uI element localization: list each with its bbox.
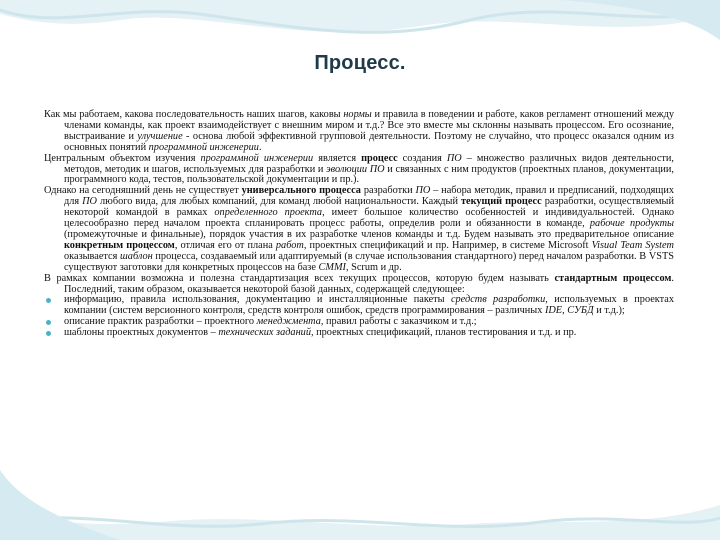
text-run: любого вида, для любых компаний, для команд любой национальности. Каждый (97, 196, 461, 208)
bold-text: универсального процесса (241, 185, 361, 197)
italic-text: ПО (446, 152, 462, 164)
paragraph (44, 274, 674, 296)
text-run: (промежуточные и финальные), порядок участия в их разработке членов команды и т.д. Будем называть это предварительное описание (64, 228, 674, 240)
italic-text: ПО (415, 185, 431, 197)
text-run: является (313, 152, 362, 164)
list-item-text (64, 294, 674, 316)
text-run: , правил работы с заказчиком и т.д.; (320, 316, 477, 328)
text-run: , Scrum и др. (345, 261, 402, 273)
text-run: Однако на сегодняшний день не существует (44, 185, 242, 197)
italic-text: рабочие продукты (589, 218, 674, 230)
italic-text: IDE (544, 305, 563, 317)
text-run: оказывается (64, 250, 121, 262)
text-run: В рамках компании возможна и полезна стандартизация всех текущих процессов, которую будем называть (44, 272, 555, 284)
text-run: Как мы работаем, какова последовательность наших шагов, каковы (44, 109, 344, 120)
italic-text: определенного проекта (214, 207, 323, 219)
text-run: создания (397, 152, 447, 164)
bold-text: конкретным процессом (64, 239, 175, 251)
bottom-left-wave (0, 470, 120, 540)
italic-text: нормы (343, 109, 372, 120)
text-run: . (258, 141, 262, 153)
text-run: , (562, 305, 568, 317)
italic-text: средств разработки (450, 294, 546, 306)
top-wave-line (0, 10, 720, 32)
text-run: , имеет большое количество особенностей и индивидуальностей. Однако целесообразно перед началом проекта спланировать процесс работы, определив роли и обязанности в команде, (64, 207, 674, 230)
top-wave-shape (0, 0, 720, 32)
slide-body (44, 110, 674, 339)
top-right-wave (560, 0, 720, 40)
italic-text: ПО (82, 196, 97, 208)
paragraph (44, 186, 674, 273)
italic-text: менеджмента (256, 316, 321, 328)
text-run: разработки (360, 185, 416, 197)
text-run: Центральным объектом изучения (44, 152, 201, 164)
list-item-text (64, 327, 576, 338)
italic-text: технических заданий (218, 327, 311, 339)
bold-text: процесс (361, 152, 398, 164)
bullet-icon (46, 331, 51, 336)
text-run: и правила в поведении и работе, каков регламент отношений между членами команды, как проект взаимодействует с внешним миром и т.д.? Все это вместе мы склонны называть процессом. Его осознание, выстраивание и (64, 109, 674, 142)
text-run: информацию, правила использования, документацию и инсталляционные пакеты (64, 294, 451, 306)
italic-text: программной инженерии (200, 152, 314, 164)
text-run: . Последний, таким образом, оказывается некоторой базой данных, содержащей следующее: (64, 272, 674, 295)
bold-text: текущий процесс (460, 196, 542, 208)
bottom-wave-shape (0, 505, 720, 540)
italic-text: работ (275, 239, 304, 251)
italic-text: шаблон (120, 250, 153, 262)
list-item (44, 328, 674, 339)
italic-text: СУБД (567, 305, 594, 317)
italic-text: Visual Team System (591, 239, 674, 251)
text-run: описание практик разработки – проектного (64, 316, 257, 328)
text-run: – множество различных видов деятельности, методов, методик и шагов, используемых для разработки и (64, 152, 674, 175)
text-run: процесса, создаваемый или адаптируемый (в случае использования стандартного) перед началом разработки. В VSTS существуют заготовки для конкретных процессов на базе (64, 250, 674, 273)
text-run: , отличая его от плана (174, 239, 276, 251)
italic-text: программной инженерии (148, 141, 259, 153)
list-item-text (64, 316, 477, 327)
text-run: - основа любой эффективной групповой деятельности. Поэтому не случайно, что процесс оказался одним из основных понятий (64, 130, 674, 153)
text-run: разработки, осуществляемый некоторой командой в рамках (64, 196, 674, 219)
paragraph (44, 154, 674, 187)
text-run: , проектных спецификаций и пр. Например, в системе Microsoft (303, 239, 592, 251)
list-item (44, 295, 674, 317)
italic-text: эволюции ПО (326, 163, 385, 175)
bold-text: стандартным процессом (554, 272, 672, 284)
text-run: , проектных спецификаций, планов тестирования и т.д. и пр. (310, 327, 577, 339)
italic-text: улучшение (137, 130, 183, 142)
slide-title: Процесс. (314, 52, 406, 74)
text-run: и связанных с ним продуктов (проектных планов, документации, программного кода, тестов, пользовательской документации и пр.). (64, 163, 674, 186)
paragraph (44, 110, 674, 154)
text-run: шаблоны проектных документов – (64, 327, 219, 339)
italic-text: CMMI (318, 261, 346, 273)
text-run: , используемых в проектах компании (систем версионного контроля, средств контроля ошибок, средств программирования – различных (64, 294, 674, 317)
text-run: – набора методик, правил и предписаний, подходящих для (64, 185, 675, 208)
bottom-wave-line (0, 518, 720, 527)
bullet-icon (46, 320, 51, 325)
text-run: и т.д.); (593, 305, 625, 317)
bullet-icon (46, 298, 51, 303)
